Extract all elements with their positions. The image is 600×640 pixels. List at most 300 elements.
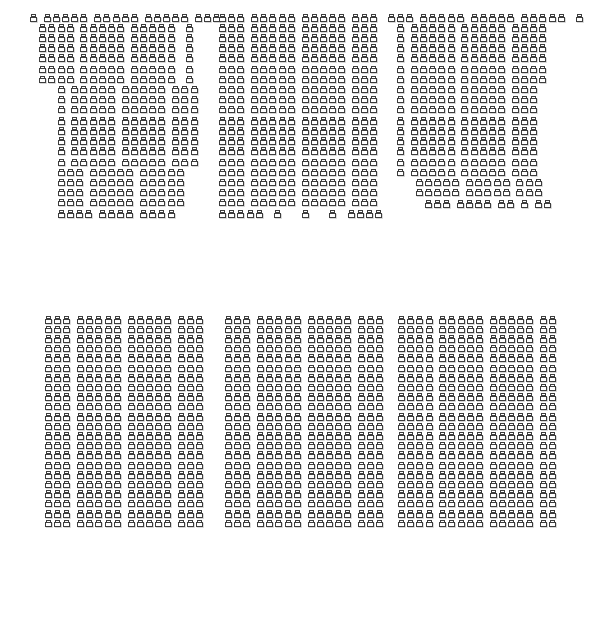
seat[interactable] bbox=[251, 147, 258, 155]
seat[interactable] bbox=[237, 137, 244, 145]
seat[interactable] bbox=[490, 345, 497, 353]
seat[interactable] bbox=[275, 365, 282, 373]
seat[interactable] bbox=[367, 326, 374, 334]
seat[interactable] bbox=[164, 510, 171, 518]
seat[interactable] bbox=[90, 159, 97, 167]
seat[interactable] bbox=[225, 365, 232, 373]
seat[interactable] bbox=[126, 189, 133, 197]
seat[interactable] bbox=[63, 384, 70, 392]
seat[interactable] bbox=[358, 490, 365, 498]
seat[interactable] bbox=[521, 127, 528, 135]
seat[interactable] bbox=[86, 384, 93, 392]
seat[interactable] bbox=[108, 44, 115, 52]
seat[interactable] bbox=[105, 384, 112, 392]
seat[interactable] bbox=[439, 520, 446, 528]
seat[interactable] bbox=[140, 44, 147, 52]
seat[interactable] bbox=[476, 481, 483, 489]
seat[interactable] bbox=[58, 76, 65, 84]
seat[interactable] bbox=[279, 34, 286, 42]
seat[interactable] bbox=[439, 462, 446, 470]
seat[interactable] bbox=[225, 451, 232, 459]
seat[interactable] bbox=[448, 490, 455, 498]
seat[interactable] bbox=[358, 442, 365, 450]
seat[interactable] bbox=[302, 199, 309, 207]
seat[interactable] bbox=[105, 365, 112, 373]
seat[interactable] bbox=[99, 127, 106, 135]
seat[interactable] bbox=[288, 137, 295, 145]
seat[interactable] bbox=[99, 137, 106, 145]
seat[interactable] bbox=[302, 117, 309, 125]
seat[interactable] bbox=[99, 24, 106, 32]
seat[interactable] bbox=[228, 24, 235, 32]
seat[interactable] bbox=[521, 86, 528, 94]
seat[interactable] bbox=[219, 106, 226, 114]
seat[interactable] bbox=[257, 520, 264, 528]
seat[interactable] bbox=[484, 189, 491, 197]
seat[interactable] bbox=[63, 432, 70, 440]
seat[interactable] bbox=[158, 34, 165, 42]
seat[interactable] bbox=[348, 210, 355, 218]
seat[interactable] bbox=[155, 384, 162, 392]
seat[interactable] bbox=[376, 413, 383, 421]
seat[interactable] bbox=[521, 200, 528, 208]
seat[interactable] bbox=[187, 490, 194, 498]
seat[interactable] bbox=[178, 490, 185, 498]
seat[interactable] bbox=[480, 14, 487, 22]
seat[interactable] bbox=[63, 374, 70, 382]
seat[interactable] bbox=[448, 34, 455, 42]
seat[interactable] bbox=[429, 86, 436, 94]
seat[interactable] bbox=[181, 127, 188, 135]
seat[interactable] bbox=[196, 423, 203, 431]
seat[interactable] bbox=[540, 510, 547, 518]
seat[interactable] bbox=[77, 432, 84, 440]
seat[interactable] bbox=[526, 520, 533, 528]
seat[interactable] bbox=[260, 179, 267, 187]
seat[interactable] bbox=[344, 374, 351, 382]
seat[interactable] bbox=[108, 169, 115, 177]
seat[interactable] bbox=[257, 335, 264, 343]
seat[interactable] bbox=[181, 96, 188, 104]
seat[interactable] bbox=[320, 159, 327, 167]
seat[interactable] bbox=[467, 423, 474, 431]
seat[interactable] bbox=[308, 316, 315, 324]
seat[interactable] bbox=[126, 179, 133, 187]
seat[interactable] bbox=[429, 96, 436, 104]
seat[interactable] bbox=[128, 413, 135, 421]
seat[interactable] bbox=[58, 199, 65, 207]
seat[interactable] bbox=[99, 179, 106, 187]
seat[interactable] bbox=[439, 451, 446, 459]
seat[interactable] bbox=[164, 365, 171, 373]
seat[interactable] bbox=[225, 510, 232, 518]
seat[interactable] bbox=[457, 200, 464, 208]
seat[interactable] bbox=[467, 432, 474, 440]
seat[interactable] bbox=[177, 179, 184, 187]
seat[interactable] bbox=[480, 137, 487, 145]
seat[interactable] bbox=[329, 66, 336, 74]
seat[interactable] bbox=[480, 106, 487, 114]
seat[interactable] bbox=[480, 127, 487, 135]
seat[interactable] bbox=[131, 54, 138, 62]
seat[interactable] bbox=[411, 127, 418, 135]
seat[interactable] bbox=[114, 413, 121, 421]
seat[interactable] bbox=[302, 189, 309, 197]
seat[interactable] bbox=[128, 423, 135, 431]
seat[interactable] bbox=[344, 354, 351, 362]
seat[interactable] bbox=[476, 384, 483, 392]
seat[interactable] bbox=[146, 335, 153, 343]
seat[interactable] bbox=[338, 86, 345, 94]
seat[interactable] bbox=[131, 147, 138, 155]
seat[interactable] bbox=[137, 490, 144, 498]
seat[interactable] bbox=[317, 335, 324, 343]
seat[interactable] bbox=[86, 451, 93, 459]
seat[interactable] bbox=[429, 66, 436, 74]
seat[interactable] bbox=[251, 54, 258, 62]
seat[interactable] bbox=[128, 354, 135, 362]
seat[interactable] bbox=[58, 106, 65, 114]
seat[interactable] bbox=[77, 500, 84, 508]
seat[interactable] bbox=[367, 462, 374, 470]
seat[interactable] bbox=[251, 106, 258, 114]
seat[interactable] bbox=[105, 316, 112, 324]
seat[interactable] bbox=[458, 374, 465, 382]
seat[interactable] bbox=[140, 106, 147, 114]
seat[interactable] bbox=[499, 490, 506, 498]
seat[interactable] bbox=[58, 86, 65, 94]
seat[interactable] bbox=[187, 462, 194, 470]
seat[interactable] bbox=[80, 76, 87, 84]
seat[interactable] bbox=[219, 54, 226, 62]
seat[interactable] bbox=[517, 471, 524, 479]
seat[interactable] bbox=[344, 335, 351, 343]
seat[interactable] bbox=[467, 403, 474, 411]
seat[interactable] bbox=[398, 462, 405, 470]
seat[interactable] bbox=[398, 451, 405, 459]
seat[interactable] bbox=[344, 326, 351, 334]
seat[interactable] bbox=[498, 14, 505, 22]
seat[interactable] bbox=[257, 316, 264, 324]
seat[interactable] bbox=[352, 44, 359, 52]
seat[interactable] bbox=[326, 374, 333, 382]
seat[interactable] bbox=[535, 189, 542, 197]
seat[interactable] bbox=[44, 14, 51, 22]
seat[interactable] bbox=[338, 117, 345, 125]
seat[interactable] bbox=[54, 481, 61, 489]
seat[interactable] bbox=[361, 76, 368, 84]
seat[interactable] bbox=[257, 345, 264, 353]
seat[interactable] bbox=[361, 199, 368, 207]
seat[interactable] bbox=[45, 510, 52, 518]
seat[interactable] bbox=[269, 179, 276, 187]
seat[interactable] bbox=[335, 403, 342, 411]
seat[interactable] bbox=[90, 137, 97, 145]
seat[interactable] bbox=[311, 24, 318, 32]
seat[interactable] bbox=[489, 34, 496, 42]
seat[interactable] bbox=[317, 413, 324, 421]
seat[interactable] bbox=[257, 510, 264, 518]
seat[interactable] bbox=[367, 471, 374, 479]
seat[interactable] bbox=[260, 147, 267, 155]
seat[interactable] bbox=[517, 393, 524, 401]
seat[interactable] bbox=[335, 432, 342, 440]
seat[interactable] bbox=[67, 76, 74, 84]
seat[interactable] bbox=[269, 147, 276, 155]
seat[interactable] bbox=[411, 54, 418, 62]
seat[interactable] bbox=[269, 54, 276, 62]
seat[interactable] bbox=[458, 471, 465, 479]
seat[interactable] bbox=[311, 169, 318, 177]
seat[interactable] bbox=[490, 354, 497, 362]
seat[interactable] bbox=[526, 189, 533, 197]
seat[interactable] bbox=[237, 127, 244, 135]
seat[interactable] bbox=[526, 432, 533, 440]
seat[interactable] bbox=[376, 500, 383, 508]
seat[interactable] bbox=[285, 423, 292, 431]
seat[interactable] bbox=[438, 24, 445, 32]
seat[interactable] bbox=[512, 54, 519, 62]
seat[interactable] bbox=[367, 393, 374, 401]
seat[interactable] bbox=[302, 66, 309, 74]
seat[interactable] bbox=[187, 326, 194, 334]
seat[interactable] bbox=[320, 86, 327, 94]
seat[interactable] bbox=[320, 199, 327, 207]
seat[interactable] bbox=[517, 384, 524, 392]
seat[interactable] bbox=[196, 462, 203, 470]
seat[interactable] bbox=[131, 44, 138, 52]
seat[interactable] bbox=[149, 210, 156, 218]
seat[interactable] bbox=[411, 86, 418, 94]
seat[interactable] bbox=[237, 117, 244, 125]
seat[interactable] bbox=[429, 169, 436, 177]
seat[interactable] bbox=[131, 66, 138, 74]
seat[interactable] bbox=[335, 384, 342, 392]
seat[interactable] bbox=[490, 520, 497, 528]
seat[interactable] bbox=[237, 54, 244, 62]
seat[interactable] bbox=[54, 403, 61, 411]
seat[interactable] bbox=[361, 169, 368, 177]
seat[interactable] bbox=[526, 374, 533, 382]
seat[interactable] bbox=[461, 54, 468, 62]
seat[interactable] bbox=[140, 24, 147, 32]
seat[interactable] bbox=[294, 510, 301, 518]
seat[interactable] bbox=[80, 14, 87, 22]
seat[interactable] bbox=[540, 481, 547, 489]
seat[interactable] bbox=[499, 365, 506, 373]
seat[interactable] bbox=[294, 451, 301, 459]
seat[interactable] bbox=[279, 54, 286, 62]
seat[interactable] bbox=[426, 481, 433, 489]
seat[interactable] bbox=[186, 44, 193, 52]
seat[interactable] bbox=[191, 147, 198, 155]
seat[interactable] bbox=[448, 147, 455, 155]
seat[interactable] bbox=[228, 34, 235, 42]
seat[interactable] bbox=[288, 117, 295, 125]
seat[interactable] bbox=[517, 326, 524, 334]
seat[interactable] bbox=[128, 471, 135, 479]
seat[interactable] bbox=[549, 393, 556, 401]
seat[interactable] bbox=[352, 96, 359, 104]
seat[interactable] bbox=[237, 147, 244, 155]
seat[interactable] bbox=[407, 393, 414, 401]
seat[interactable] bbox=[128, 335, 135, 343]
seat[interactable] bbox=[512, 34, 519, 42]
seat[interactable] bbox=[361, 106, 368, 114]
seat[interactable] bbox=[448, 316, 455, 324]
seat[interactable] bbox=[397, 169, 404, 177]
seat[interactable] bbox=[146, 413, 153, 421]
seat[interactable] bbox=[416, 403, 423, 411]
seat[interactable] bbox=[140, 127, 147, 135]
seat[interactable] bbox=[117, 169, 124, 177]
seat[interactable] bbox=[191, 106, 198, 114]
seat[interactable] bbox=[86, 481, 93, 489]
seat[interactable] bbox=[398, 520, 405, 528]
seat[interactable] bbox=[234, 365, 241, 373]
seat[interactable] bbox=[155, 432, 162, 440]
seat[interactable] bbox=[426, 500, 433, 508]
seat[interactable] bbox=[260, 169, 267, 177]
seat[interactable] bbox=[131, 14, 138, 22]
seat[interactable] bbox=[476, 510, 483, 518]
seat[interactable] bbox=[95, 393, 102, 401]
seat[interactable] bbox=[288, 14, 295, 22]
seat[interactable] bbox=[181, 86, 188, 94]
seat[interactable] bbox=[234, 432, 241, 440]
seat[interactable] bbox=[54, 354, 61, 362]
seat[interactable] bbox=[85, 210, 92, 218]
seat[interactable] bbox=[512, 127, 519, 135]
seat[interactable] bbox=[95, 442, 102, 450]
seat[interactable] bbox=[76, 189, 83, 197]
seat[interactable] bbox=[476, 500, 483, 508]
seat[interactable] bbox=[67, 44, 74, 52]
seat[interactable] bbox=[131, 96, 138, 104]
seat[interactable] bbox=[526, 179, 533, 187]
seat[interactable] bbox=[285, 393, 292, 401]
seat[interactable] bbox=[105, 403, 112, 411]
seat[interactable] bbox=[467, 471, 474, 479]
seat[interactable] bbox=[131, 127, 138, 135]
seat[interactable] bbox=[489, 106, 496, 114]
seat[interactable] bbox=[137, 393, 144, 401]
seat[interactable] bbox=[358, 423, 365, 431]
seat[interactable] bbox=[288, 127, 295, 135]
seat[interactable] bbox=[237, 44, 244, 52]
seat[interactable] bbox=[480, 76, 487, 84]
seat[interactable] bbox=[308, 335, 315, 343]
seat[interactable] bbox=[269, 86, 276, 94]
seat[interactable] bbox=[128, 481, 135, 489]
seat[interactable] bbox=[77, 326, 84, 334]
seat[interactable] bbox=[260, 117, 267, 125]
seat[interactable] bbox=[158, 199, 165, 207]
seat[interactable] bbox=[187, 442, 194, 450]
seat[interactable] bbox=[80, 44, 87, 52]
seat[interactable] bbox=[535, 200, 542, 208]
seat[interactable] bbox=[137, 500, 144, 508]
seat[interactable] bbox=[448, 354, 455, 362]
seat[interactable] bbox=[80, 24, 87, 32]
seat[interactable] bbox=[370, 147, 377, 155]
seat[interactable] bbox=[62, 14, 69, 22]
seat[interactable] bbox=[526, 442, 533, 450]
seat[interactable] bbox=[438, 96, 445, 104]
seat[interactable] bbox=[320, 14, 327, 22]
seat[interactable] bbox=[54, 423, 61, 431]
seat[interactable] bbox=[95, 365, 102, 373]
seat[interactable] bbox=[475, 200, 482, 208]
seat[interactable] bbox=[471, 159, 478, 167]
seat[interactable] bbox=[45, 413, 52, 421]
seat[interactable] bbox=[476, 393, 483, 401]
seat[interactable] bbox=[335, 316, 342, 324]
seat[interactable] bbox=[58, 159, 65, 167]
seat[interactable] bbox=[398, 500, 405, 508]
seat[interactable] bbox=[367, 481, 374, 489]
seat[interactable] bbox=[503, 179, 510, 187]
seat[interactable] bbox=[338, 44, 345, 52]
seat[interactable] bbox=[508, 365, 515, 373]
seat[interactable] bbox=[461, 76, 468, 84]
seat[interactable] bbox=[416, 365, 423, 373]
seat[interactable] bbox=[540, 423, 547, 431]
seat[interactable] bbox=[114, 403, 121, 411]
seat[interactable] bbox=[288, 199, 295, 207]
seat[interactable] bbox=[508, 471, 515, 479]
seat[interactable] bbox=[114, 365, 121, 373]
seat[interactable] bbox=[131, 24, 138, 32]
seat[interactable] bbox=[370, 106, 377, 114]
seat[interactable] bbox=[526, 510, 533, 518]
seat[interactable] bbox=[196, 442, 203, 450]
seat[interactable] bbox=[426, 326, 433, 334]
seat[interactable] bbox=[498, 159, 505, 167]
seat[interactable] bbox=[499, 462, 506, 470]
seat[interactable] bbox=[367, 384, 374, 392]
seat[interactable] bbox=[308, 326, 315, 334]
seat[interactable] bbox=[526, 403, 533, 411]
seat[interactable] bbox=[105, 481, 112, 489]
seat[interactable] bbox=[285, 326, 292, 334]
seat[interactable] bbox=[398, 316, 405, 324]
seat[interactable] bbox=[225, 520, 232, 528]
seat[interactable] bbox=[540, 354, 547, 362]
seat[interactable] bbox=[146, 510, 153, 518]
seat[interactable] bbox=[266, 365, 273, 373]
seat[interactable] bbox=[370, 14, 377, 22]
seat[interactable] bbox=[186, 54, 193, 62]
seat[interactable] bbox=[438, 127, 445, 135]
seat[interactable] bbox=[420, 54, 427, 62]
seat[interactable] bbox=[146, 326, 153, 334]
seat[interactable] bbox=[326, 510, 333, 518]
seat[interactable] bbox=[367, 451, 374, 459]
seat[interactable] bbox=[467, 413, 474, 421]
seat[interactable] bbox=[308, 451, 315, 459]
seat[interactable] bbox=[128, 432, 135, 440]
seat[interactable] bbox=[155, 442, 162, 450]
seat[interactable] bbox=[251, 137, 258, 145]
seat[interactable] bbox=[526, 413, 533, 421]
seat[interactable] bbox=[260, 199, 267, 207]
seat[interactable] bbox=[499, 451, 506, 459]
seat[interactable] bbox=[294, 326, 301, 334]
seat[interactable] bbox=[137, 335, 144, 343]
seat[interactable] bbox=[490, 442, 497, 450]
seat[interactable] bbox=[257, 481, 264, 489]
